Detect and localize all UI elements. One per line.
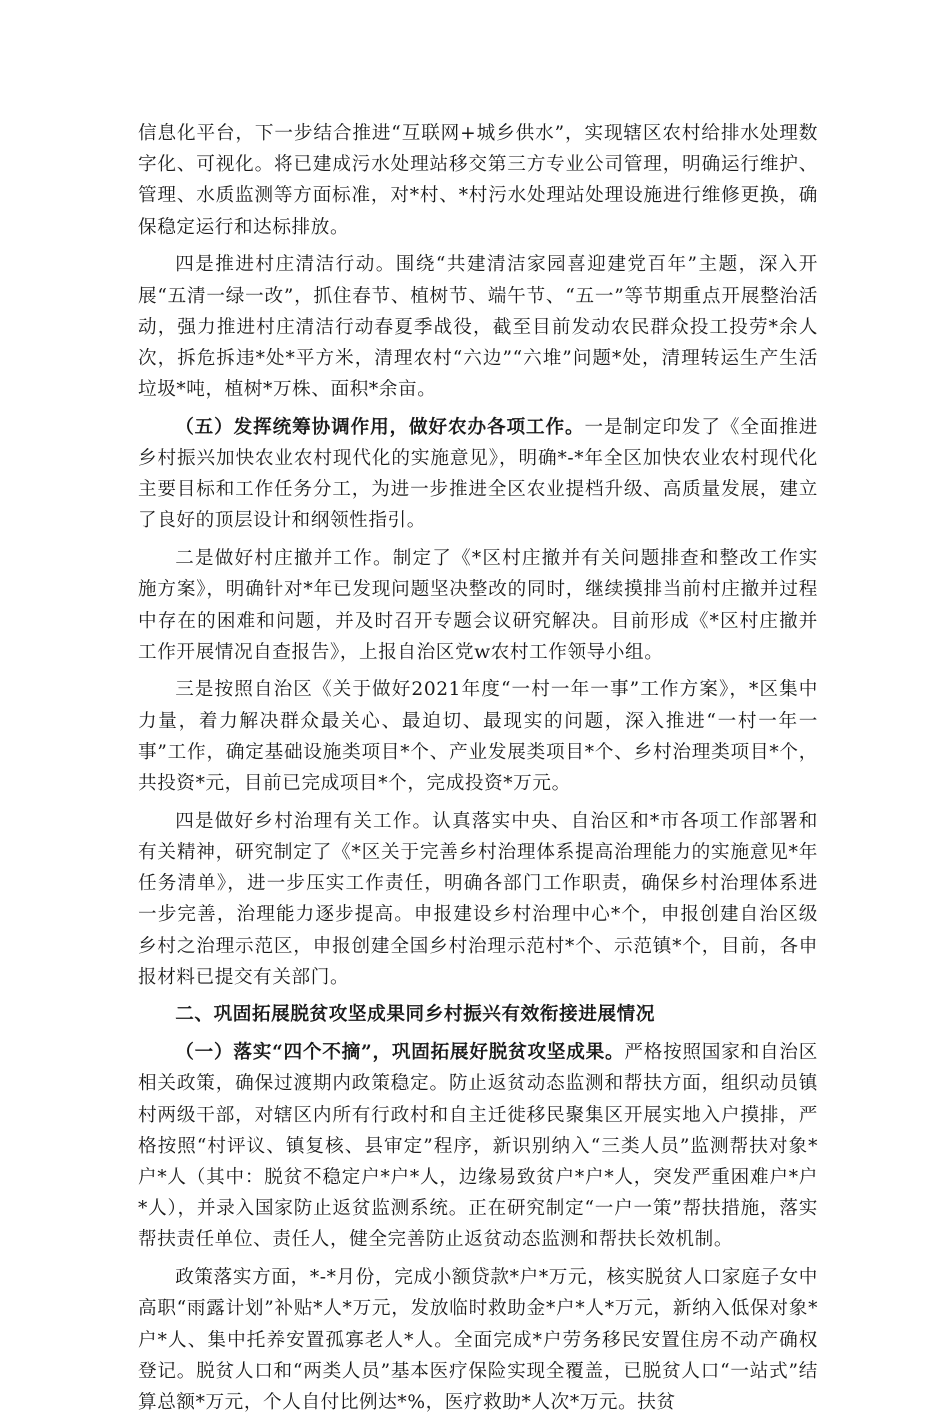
- paragraph-8: [138, 1262, 818, 1418]
- paragraph-3: [138, 412, 818, 537]
- paragraph-6-text: 四是做好乡村治理有关工作。认真落实中央、自治区和*市各项工作部署和有关精神，研究制定了《*区关于完善乡村治理体系提高治理能力的实施意见*年任务清单》，进一步压实工作责任，明确各部门工作职责，确保乡村治理体系进一步完善，治理能力逐步提高。申报建设乡村治理中心*个，申报创建自治区级乡村之治理示范区，申报创建全国乡村治理示范村*个、示范镇*个，目前，各申报材料已提交有关部门。: [138, 810, 818, 988]
- subsection-heading-5: （五）发挥统筹协调作用，做好农办各项工作。: [175, 416, 585, 438]
- paragraph-1-text: 信息化平台，下一步结合推进“互联网+城乡供水”，实现辖区农村给排水处理数字化、可视化。将已建成污水处理站移交第三方专业公司管理，明确运行维护、管理、水质监测等方面标准，对*村、*村污水处理站处理设施进行维修更换，确保稳定运行和达标排放。: [138, 123, 818, 238]
- paragraph-3-text: 一是制定印发了《全面推进乡村振兴加快农业农村现代化的实施意见》，明确*-*年全区加快农业农村现代化主要目标和工作任务分工，为进一步推进全区农业提档升级、高质量发展，建立了良好的顶层设计和纲领性指引。: [138, 416, 818, 532]
- document-page: [138, 118, 818, 1425]
- section-heading-2: 二、巩固拓展脱贫攻坚成果同乡村振兴有效衔接进展情况: [175, 1004, 656, 1026]
- paragraph-4: [138, 543, 818, 668]
- subsection-heading-1: （一）落实“四个不摘”，巩固拓展好脱贫攻坚成果。: [175, 1042, 625, 1064]
- paragraph-5-text: 三是按照自治区《关于做好2021年度“一村一年一事”工作方案》，*区集中力量，着力解决群众最关心、最迫切、最现实的问题，深入推进“一村一年一事”工作，确定基础设施类项目*个、产业发展类项目*个、乡村治理类项目*个，共投资*元，目前已完成项目*个，完成投资*万元。: [138, 679, 818, 795]
- paragraph-5: [138, 674, 818, 799]
- paragraph-1: [138, 118, 818, 243]
- paragraph-6: [138, 806, 818, 993]
- paragraph-2-text: 四是推进村庄清洁行动。围绕“共建清洁家园喜迎建党百年”主题，深入开展“五清一绿一改”，抓住春节、植树节、端午节、“五一”等节期重点开展整治活动，强力推进村庄清洁行动春夏季战役，截至目前发动农民群众投工投劳*余人次，拆危拆违*处*平方米，清理农村“六边”“六堆”问题*处，清理转运生产生活垃圾*吨，植树*万株、面积*余亩。: [138, 254, 818, 401]
- paragraph-7: [138, 1037, 818, 1255]
- paragraph-8-text: 政策落实方面，*-*月份，完成小额贷款*户*万元，核实脱贫人口家庭子女中高职“雨露计划”补贴*人*万元，发放临时救助金*户*人*万元，新纳入低保对象*户*人、集中托养安置孤寡老人*人。全面完成*户劳务移民安置住房不动产确权登记。脱贫人口和“两类人员”基本医疗保险实现全覆盖，已脱贫人口“一站式”结算总额*万元，个人自付比例达*%，医疗救助*人次*万元。扶贫: [138, 1267, 818, 1413]
- paragraph-4-text: 二是做好村庄撤并工作。制定了《*区村庄撤并有关问题排查和整改工作实施方案》，明确针对*年已发现问题坚决整改的同时，继续摸排当前村庄撤并过程中存在的困难和问题，并及时召开专题会议研究解决。目前形成《*区村庄撤并工作开展情况自查报告》，上报自治区党w农村工作领导小组。: [138, 548, 818, 663]
- paragraph-7-text: 严格按照国家和自治区相关政策，确保过渡期内政策稳定。防止返贫动态监测和帮扶方面，组织动员镇村两级干部，对辖区内所有行政村和自主迁徙移民聚集区开展实地入户摸排，严格按照“村评议、镇复核、县审定”程序，新识别纳入“三类人员”监测帮扶对象*户*人（其中：脱贫不稳定户*户*人，边缘易致贫户*户*人，突发严重困难户*户*人），并录入国家防止返贫监测系统。正在研究制定“一户一策”帮扶措施，落实帮扶责任单位、责任人，健全完善防止返贫动态监测和帮扶长效机制。: [138, 1042, 818, 1251]
- paragraph-2: [138, 249, 818, 405]
